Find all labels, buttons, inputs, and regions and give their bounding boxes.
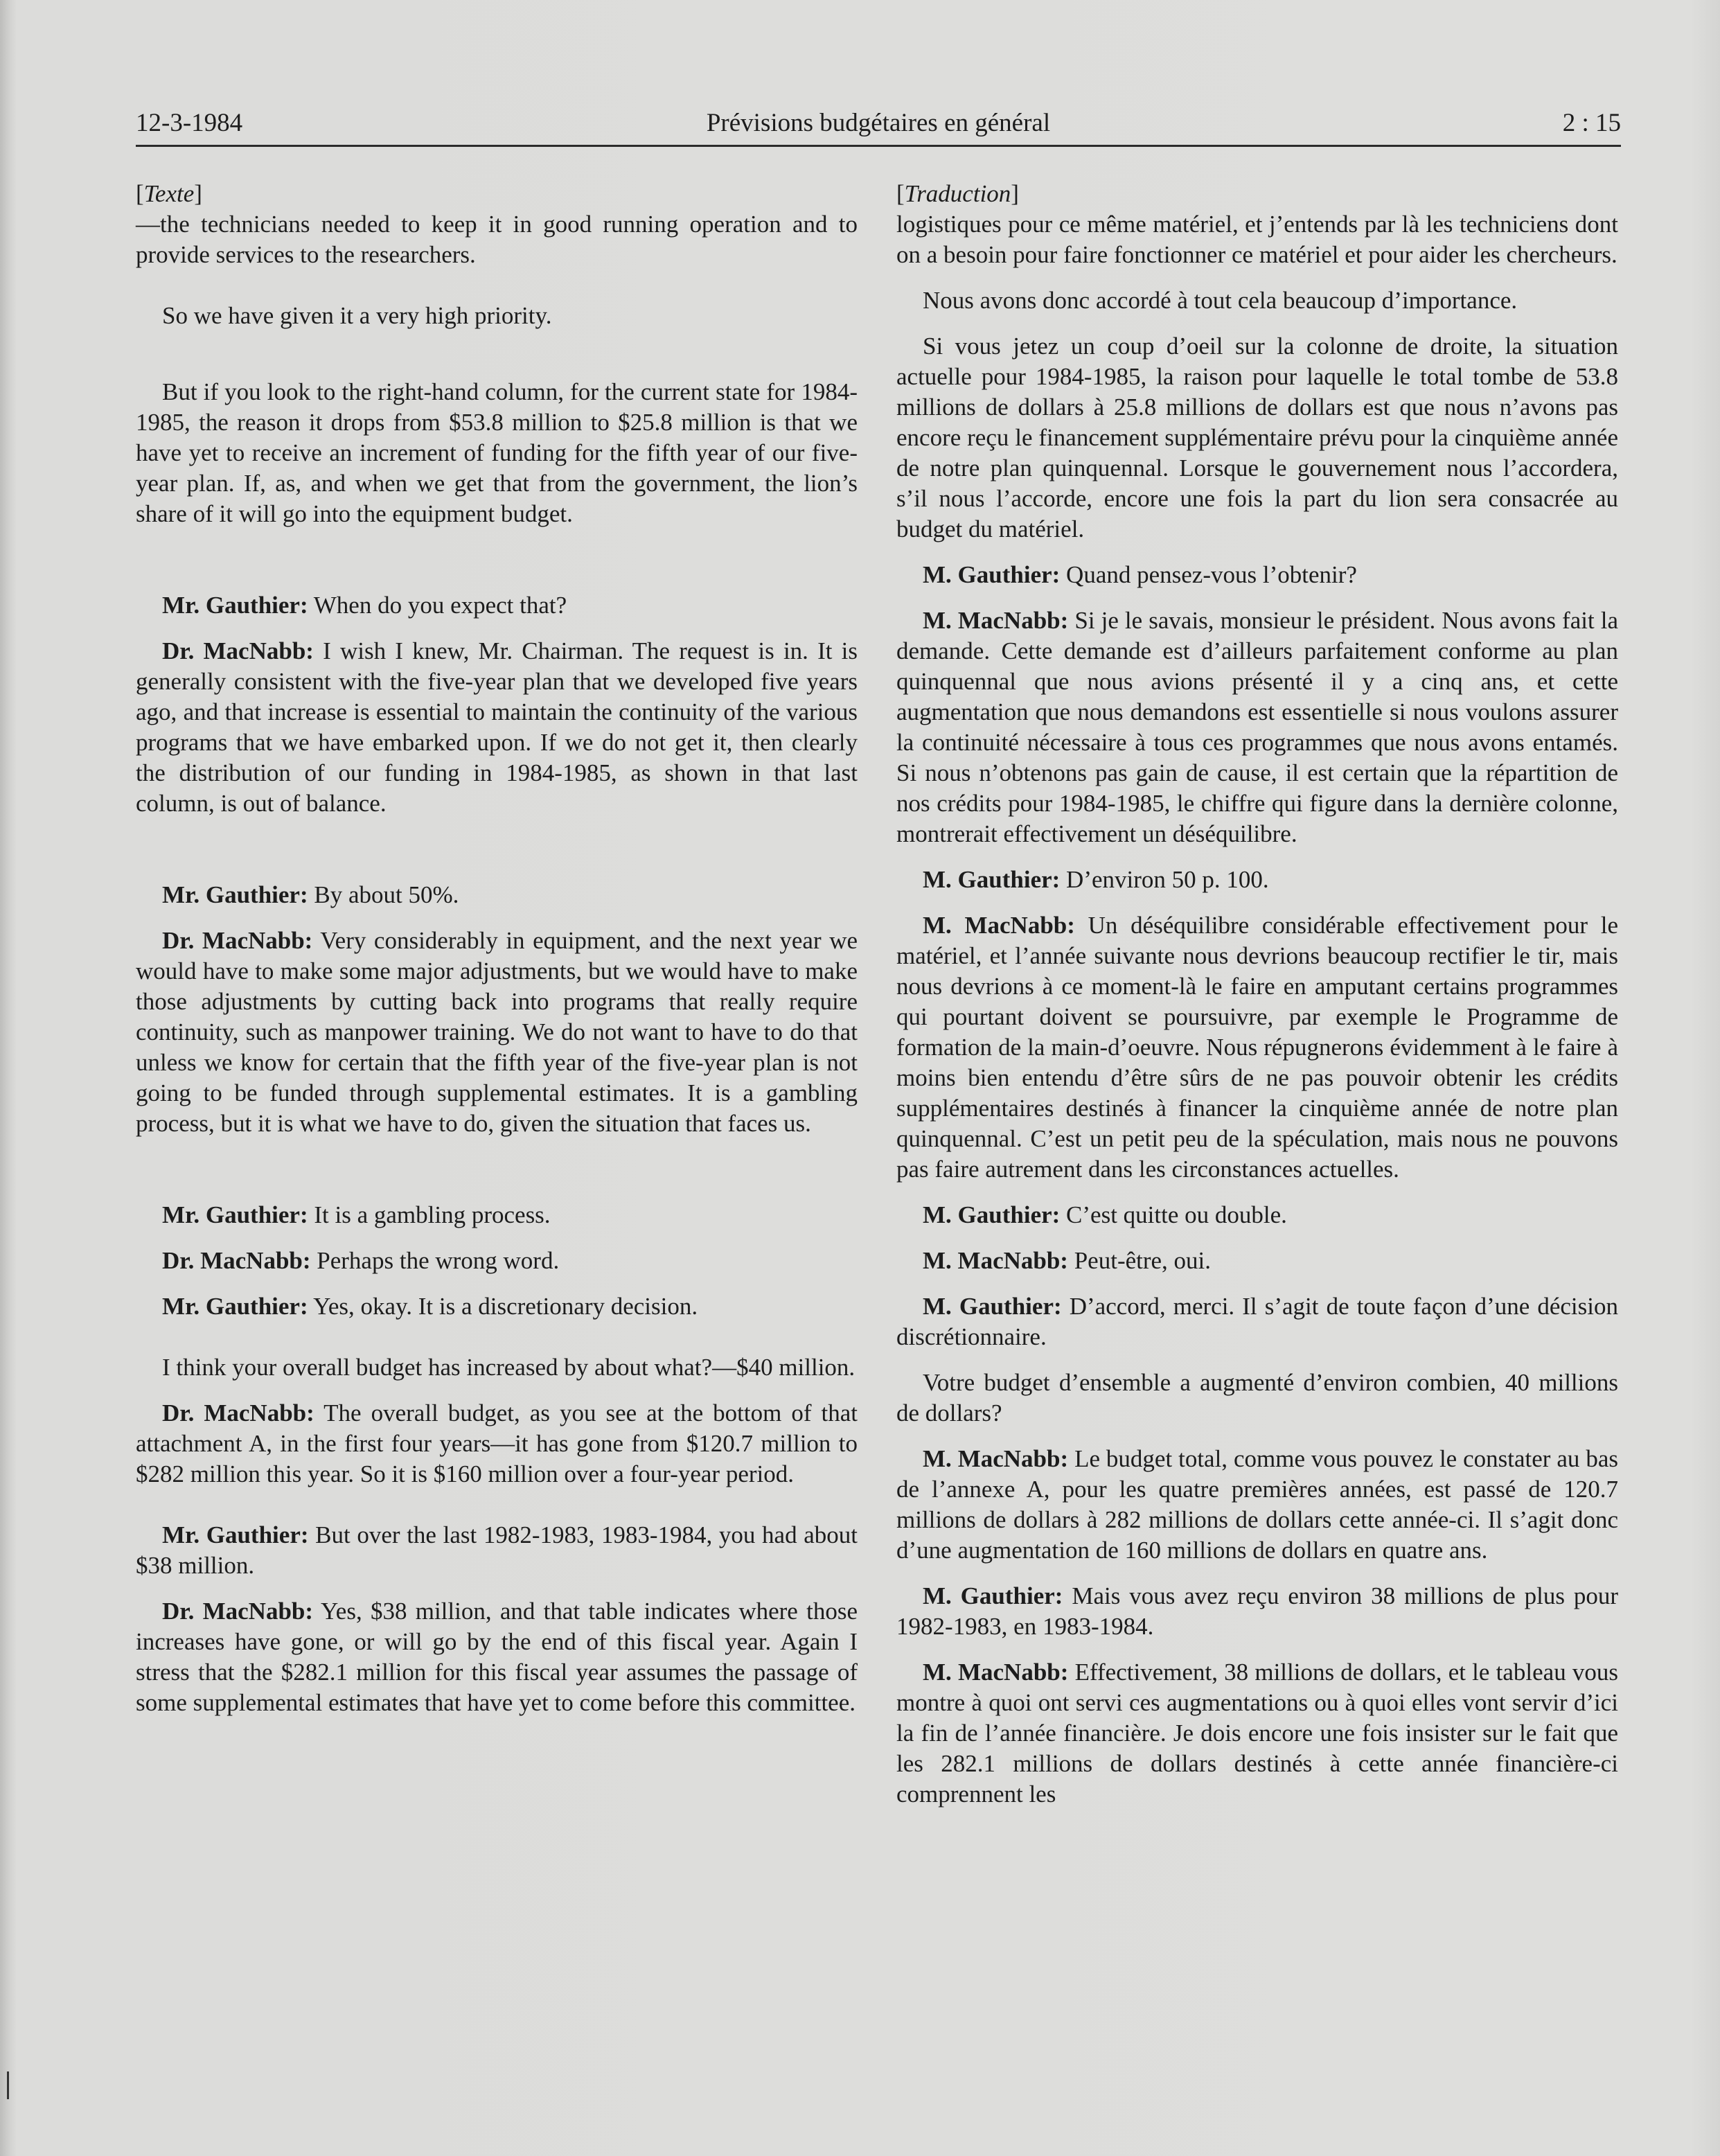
speaker-name: Dr. MacNabb:: [162, 637, 314, 664]
speaker-name: Mr. Gauthier:: [162, 881, 308, 908]
speaker-name: M. Gauthier:: [923, 1201, 1061, 1228]
speaker-name: M. MacNabb:: [923, 1445, 1069, 1472]
language-tag: [Traduction]: [896, 180, 1019, 207]
paragraph: I think your overall budget has increased by about what?—$40 million.: [162, 1354, 855, 1381]
paragraph: M. Gauthier: D’environ 50 p. 100.: [923, 866, 1269, 893]
speaker-name: Dr. MacNabb:: [162, 1247, 311, 1274]
paragraph: Nous avons donc accordé à tout cela beaucoup d’importance.: [923, 287, 1518, 314]
header-rule: [136, 145, 1621, 147]
speaker-name: M. MacNabb:: [923, 1247, 1068, 1274]
speaker-name: M. Gauthier:: [923, 1293, 1062, 1320]
paragraph: M. MacNabb: Si je le savais, monsieur le président. Nous avons fait la demande. Cette demande est d’ailleurs parfaitement conforme au plan quinquennal que nous avions présenté il y a cinq ans, et cette augmentation que nous demandons est essentielle si nous voulons assurer la continuité nécessaire à tous ces programmes que nous avons entamés. Si nous n’obtenons pas gain de cause, il est certain que la répartition de nos crédits pour 1984-1985, le chiffre qui figure dans la dernière colonne, montrerait effectivement un déséquilibre.: [896, 607, 1618, 847]
page-header: [136, 108, 1621, 144]
paragraph: M. MacNabb: Effectivement, 38 millions de dollars, et le tableau vous montre à quoi ont servi ces augmentations ou à quoi elles vont servir d’ici la fin de l’année financière. Je dois encore une fois insister sur le fait que les 282.1 millions de dollars destinés à cette année financière-ci comprennent les: [896, 1659, 1619, 1808]
speaker-name: Dr. MacNabb:: [162, 927, 313, 954]
speaker-name: Mr. Gauthier:: [162, 1521, 309, 1548]
paragraph: —the technicians needed to keep it in good running operation and to provide services to the researchers.: [136, 211, 858, 268]
paragraph: logistiques pour ce même matériel, et j’entends par là les techniciens dont on a besoin pour faire fonctionner ce matériel et pour aider les chercheurs.: [896, 211, 1618, 268]
speaker-name: Dr. MacNabb:: [162, 1598, 314, 1625]
header-page-number: 2 : 15: [1562, 109, 1621, 137]
speaker-name: M. MacNabb:: [923, 912, 1075, 939]
paragraph: M. Gauthier: Mais vous avez reçu environ 38 millions de plus pour 1982-1983, en 1983-1984.: [896, 1582, 1619, 1640]
english-column: [136, 179, 858, 1718]
header-date: 12-3-1984: [136, 109, 243, 137]
paragraph: M. Gauthier: D’accord, merci. Il s’agit de toute façon d’une décision discrétionnaire.: [896, 1293, 1619, 1350]
header-title: Prévisions budgétaires en général: [706, 109, 1051, 137]
paragraph: M. MacNabb: Un déséquilibre considérable effectivement pour le matériel, et l’année suivante nous devrions beaucoup rectifier le tir, mais nous devrions à ce moment-là le faire en amputant certains programmes qui pourtant doivent se poursuivre, par exemple le Programme de formation de la main-d’oeuvre. Nous répugnerons évidemment à le faire à moins bien entendu d’être sûrs de ne pas pouvoir obtenir les crédits supplémentaires destinés à financer la cinquième année de notre plan quinquennal. C’est un petit peu de la spéculation, mais nous ne pouvons pas faire autrement dans les circonstances actuelles.: [896, 912, 1618, 1183]
paragraph: Votre budget d’ensemble a augmenté d’environ combien, 40 millions de dollars?: [896, 1369, 1618, 1426]
paragraph: Dr. MacNabb: I wish I knew, Mr. Chairman. The request is in. It is generally consistent with the five-year plan that we developed five years ago, and that increase is essential to maintain the continuity of the various programs that we have embarked upon. If we do not get it, then clearly the distribution of our funding in 1984-1985, as shown in that last column, is out of balance.: [136, 637, 858, 817]
language-tag: [Texte]: [136, 180, 202, 207]
speaker-name: M. Gauthier:: [923, 561, 1061, 588]
paragraph: But if you look to the right-hand column, for the current state for 1984-1985, the reason it drops from $53.8 million to $25.8 million is that we have yet to receive an increment of funding for the fifth year of our five-year plan. If, as, and when we get that from the government, the lion’s share of it will go into the equipment budget.: [136, 378, 858, 527]
paragraph: Dr. MacNabb: Yes, $38 million, and that table indicates where those increases have gone, or will go by the end of this fiscal year. Again I stress that the $282.1 million for this fiscal year assumes the passage of some supplemental estimates that have yet to come before this committee.: [136, 1598, 858, 1716]
paragraph: M. Gauthier: C’est quitte ou double.: [923, 1201, 1287, 1228]
paragraph: Dr. MacNabb: Very considerably in equipment, and the next year we would have to make some major adjustments, but we would have to make those adjustments by cutting back into programs that really require continuity, such as manpower training. We do not want to have to do that unless we know for certain that the fifth year of the five-year plan is not going to be funded through supplemental estimates. It is a gambling process, but it is what we have to do, given the situation that faces us.: [136, 927, 858, 1137]
paragraph: M. Gauthier: Quand pensez-vous l’obtenir?: [923, 561, 1357, 588]
paragraph: M. MacNabb: Peut-être, oui.: [923, 1247, 1212, 1274]
speaker-name: M. Gauthier:: [923, 1582, 1063, 1609]
paragraph: Dr. MacNabb: Perhaps the wrong word.: [162, 1247, 560, 1274]
paragraph: Mr. Gauthier: When do you expect that?: [162, 592, 567, 619]
paragraph: Mr. Gauthier: Yes, okay. It is a discretionary decision.: [162, 1293, 698, 1320]
speaker-name: Mr. Gauthier:: [162, 1293, 308, 1320]
speaker-name: M. Gauthier:: [923, 866, 1061, 893]
speaker-name: Dr. MacNabb:: [162, 1399, 314, 1426]
speaker-name: Mr. Gauthier:: [162, 1201, 308, 1228]
paragraph: Si vous jetez un coup d’oeil sur la colonne de droite, la situation actuelle pour 1984-1985, la raison pour laquelle le total tombe de 53.8 millions de dollars à 25.8 millions de dollars est que nous n’avons pas encore reçu le financement supplémentaire prévu pour la cinquième année de notre plan quinquennal. Lorsque le gouvernement nous l’accordera, s’il nous l’accorde, encore une fois la part du lion sera consacrée au budget du matériel.: [896, 333, 1618, 542]
french-column: [896, 179, 1618, 1810]
paragraph: Mr. Gauthier: It is a gambling process.: [162, 1201, 551, 1228]
speaker-name: M. MacNabb:: [923, 607, 1069, 634]
paragraph: M. MacNabb: Le budget total, comme vous pouvez le constater au bas de l’annexe A, pour les quatre premières années, est passé de 120.7 millions de dollars à 282 millions de dollars cette année-ci. Il s’agit donc d’une augmentation de 160 millions de dollars en quatre ans.: [896, 1445, 1619, 1564]
paragraph: So we have given it a very high priority.: [162, 302, 552, 329]
paragraph: Mr. Gauthier: By about 50%.: [162, 881, 459, 908]
paragraph: Dr. MacNabb: The overall budget, as you see at the bottom of that attachment A, in the first four years—it has gone from $120.7 million to $282 million this year. So it is $160 million over a four-year period.: [136, 1399, 858, 1487]
paragraph: Mr. Gauthier: But over the last 1982-1983, 1983-1984, you had about $38 million.: [136, 1521, 858, 1579]
speaker-name: Mr. Gauthier:: [162, 592, 308, 619]
speaker-name: M. MacNabb:: [923, 1659, 1069, 1686]
scan-edge-mark: [7, 2071, 9, 2099]
